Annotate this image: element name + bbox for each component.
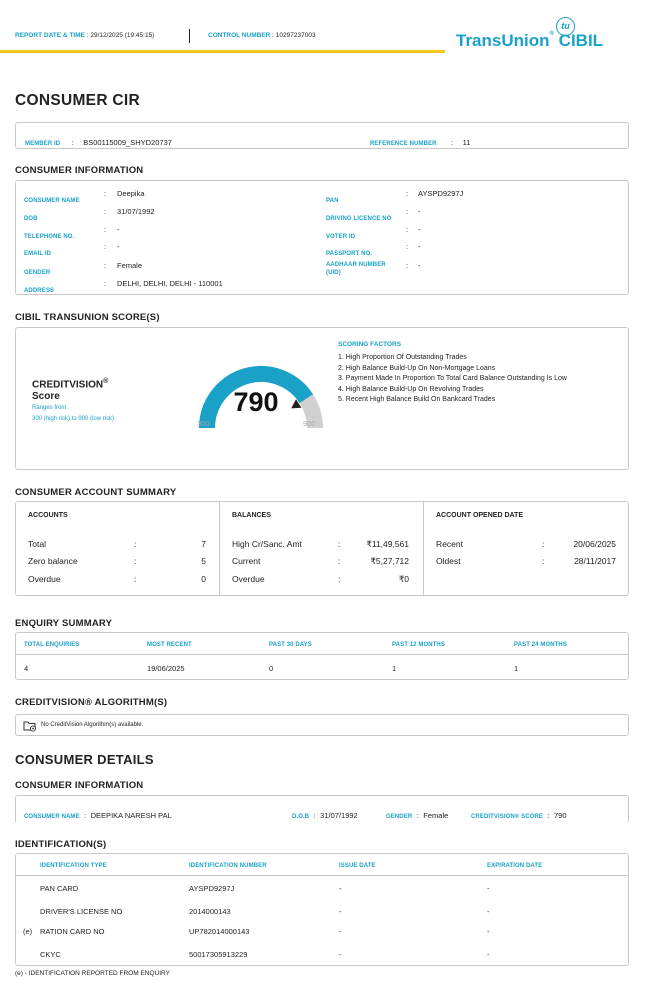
id-number: UP782014000143 — [189, 927, 250, 936]
consumer-details-box: CONSUMER NAME : DEEPIKA NARESH PAL D.O.B : 31/07/1992 GENDER : Female CREDITVISION® SCORE : 790 — [15, 795, 629, 822]
id-issue: - — [339, 950, 342, 959]
account-summary-heading: CONSUMER ACCOUNT SUMMARY — [15, 487, 177, 498]
scoring-factors-list — [338, 353, 567, 406]
control-number: CONTROL NUMBER : 10297237003 — [208, 32, 316, 39]
id-expiry: - — [487, 884, 490, 893]
details-score-label: CREDITVISION® SCORE — [471, 814, 543, 820]
scoring-factor: 5. Recent High Balance Build On Bankcard Trades — [338, 396, 496, 403]
details-name-label: CONSUMER NAME — [24, 814, 80, 820]
score-value: 790 — [233, 387, 279, 417]
id-number: 2014000143 — [189, 907, 231, 916]
table-row — [16, 927, 628, 939]
id-number: AYSPD9297J — [189, 884, 235, 893]
score-max-label: 900 — [303, 419, 316, 428]
header-divider — [189, 29, 190, 43]
accounts-title: ACCOUNTS — [28, 512, 68, 519]
id-expiry: - — [487, 907, 490, 916]
id-col-expiry: EXPIRATION DATE — [487, 863, 543, 869]
aadhaar-value: - — [418, 261, 421, 270]
accounts-total-value: 7 — [201, 539, 206, 549]
opened-oldest-value: 28/11/2017 — [574, 556, 616, 566]
page-title: CONSUMER CIR — [15, 92, 141, 109]
id-issue: - — [339, 907, 342, 916]
scoring-factor: 1. High Proportion Of Outstanding Trades — [338, 354, 467, 361]
id-type: DRIVER'S LICENSE NO — [40, 907, 123, 916]
identification-header-row — [16, 854, 628, 876]
member-box: MEMBER ID : BS00115009_SHYD20737 REFERENCE NUMBER : 11 — [15, 122, 629, 149]
enquiry-total-value: 4 — [24, 664, 29, 673]
address-label: ADDRESS — [24, 288, 55, 294]
voter-id-value: - — [418, 225, 421, 234]
id-type: PAN CARD — [40, 884, 79, 893]
header-yellow-rule — [0, 50, 445, 53]
balances-high-label: High Cr/Sanc. Amt — [232, 539, 302, 549]
identification-heading: IDENTIFICATION(S) — [15, 839, 107, 850]
scoring-factors-heading: SCORING FACTORS — [338, 341, 402, 348]
consumer-name-label: CONSUMER NAME — [24, 198, 80, 204]
control-number-label: CONTROL NUMBER — [208, 32, 271, 39]
account-summary-box — [15, 501, 629, 596]
id-col-number: IDENTIFICATION NUMBER — [189, 863, 267, 869]
email-value: - — [117, 242, 120, 251]
enquiry-30-value: 0 — [269, 664, 274, 673]
consumer-name-value: Deepika — [117, 189, 145, 198]
identification-table — [15, 853, 629, 966]
scoring-factor: 3. Payment Made In Proportion To Total Card Balance Outstanding Is Low — [338, 375, 567, 382]
dob-value: 31/07/1992 — [117, 207, 155, 216]
creditvision-sub: Score — [32, 391, 60, 403]
logo-transunion: TransUnion — [456, 31, 550, 50]
details-gender-label: GENDER — [386, 814, 413, 820]
enquiry-col-24m: PAST 24 MONTHS — [514, 642, 567, 648]
accounts-overdue-label: Overdue — [28, 574, 61, 584]
enquiry-col-recent: MOST RECENT — [147, 642, 192, 648]
opened-column: ACCOUNT OPENED DATE Recent : 20/06/2025 Oldest : 28/11/2017 — [436, 512, 616, 566]
details-name-value: DEEPIKA NARESH PAL — [90, 811, 172, 820]
folder-icon — [23, 719, 37, 732]
algorithm-message: No CreditVision Algorithm(s) available. — [41, 722, 144, 728]
accounts-column: ACCOUNTS Total : 7 Zero balance : 5 Overdue : 0 — [16, 502, 220, 595]
id-issue: - — [339, 927, 342, 936]
opened-oldest-label: Oldest — [436, 556, 461, 566]
enquiry-col-30: PAST 30 DAYS — [269, 642, 312, 648]
accounts-total-label: Total — [28, 539, 46, 549]
id-issue: - — [339, 884, 342, 893]
balances-column: BALANCES High Cr/Sanc. Amt : ₹11,49,561 Current : ₹5,27,712 Overdue : ₹0 — [220, 502, 424, 595]
id-type: CKYC — [40, 950, 61, 959]
driving-licence-label: DRIVING LICENCE NO — [326, 216, 392, 222]
enquiry-summary-box — [15, 632, 629, 680]
aadhaar-label-uid: (UID) — [326, 270, 341, 276]
id-expiry: - — [487, 950, 490, 959]
passport-value: - — [418, 242, 421, 251]
logo-cibil: CIBIL — [558, 31, 604, 50]
tu-badge: tu — [556, 17, 575, 36]
report-date: REPORT DATE & TIME : 29/12/2025 (19:45:15) — [15, 32, 155, 39]
range-text: 300 (high risk) to 900 (low risk) — [32, 416, 115, 422]
enquiry-summary-heading: ENQUIRY SUMMARY — [15, 618, 113, 629]
passport-label: PASSPORT NO. — [326, 251, 373, 257]
gender-label: GENDER — [24, 270, 51, 276]
id-type: RATION CARD NO — [40, 927, 105, 936]
id-col-issue: ISSUE DATE — [339, 863, 376, 869]
enquiry-recent-value: 19/06/2025 — [147, 664, 185, 673]
details-score-value: 790 — [554, 811, 567, 820]
enquiry-col-total: TOTAL ENQUIRIES — [24, 642, 80, 648]
details-dob-value: 31/07/1992 — [320, 811, 358, 820]
balances-overdue-label: Overdue — [232, 574, 265, 584]
identification-footnote: (e) - IDENTIFICATION REPORTED FROM ENQUIRY — [15, 970, 170, 977]
accounts-zero-value: 5 — [201, 556, 206, 566]
table-row — [16, 884, 628, 896]
score-heading: CIBIL TRANSUNION SCORE(S) — [15, 312, 160, 323]
enquiry-col-12m: PAST 12 MONTHS — [392, 642, 445, 648]
id-expiry: - — [487, 927, 490, 936]
control-number-value: 10297237003 — [275, 32, 316, 39]
balances-high-value: ₹11,49,561 — [366, 539, 409, 549]
score-min-label: 300 — [197, 419, 210, 428]
range-label: Ranges from: — [32, 405, 69, 411]
report-date-label: REPORT DATE & TIME — [15, 32, 85, 39]
id-col-type: IDENTIFICATION TYPE — [40, 863, 107, 869]
table-row — [16, 950, 628, 962]
telephone-label: TELEPHONE NO. — [24, 234, 75, 240]
report-date-value: 29/12/2025 (19:45:15) — [90, 32, 155, 39]
opened-recent-value: 20/06/2025 — [573, 539, 616, 549]
consumer-details-sub-heading: CONSUMER INFORMATION — [15, 780, 144, 791]
details-gender-value: Female — [423, 811, 449, 820]
scoring-factor: 4. High Balance Build-Up On Revolving Trades — [338, 385, 484, 393]
telephone-value: - — [117, 225, 120, 234]
reference-number-value: 11 — [462, 138, 471, 147]
pan-value: AYSPD9297J — [418, 189, 464, 198]
accounts-overdue-value: 0 — [201, 574, 206, 584]
consumer-details-heading: CONSUMER DETAILS — [15, 752, 154, 767]
member-id-value: BS00115009_SHYD20737 — [83, 138, 172, 147]
enquiry-12m-value: 1 — [392, 664, 397, 673]
score-box — [15, 327, 629, 470]
balances-title: BALANCES — [232, 512, 271, 519]
transunion-cibil-logo: tu TransUnion® CIBIL — [456, 17, 636, 53]
id-number: 50017305913229 — [189, 950, 248, 959]
balances-current-label: Current — [232, 556, 261, 566]
address-value: DELHI, DELHI, DELHI - 110001 — [117, 279, 223, 288]
table-row — [16, 907, 628, 919]
dob-label: DOB — [24, 216, 38, 222]
reference-number-label: REFERENCE NUMBER — [370, 141, 437, 147]
pan-label: PAN — [326, 198, 339, 204]
enquiry-header-row — [16, 633, 628, 655]
algorithm-heading: CREDITVISION® ALGORITHM(S) — [15, 697, 168, 708]
aadhaar-label: AADHAAR NUMBER — [326, 262, 386, 268]
consumer-info-heading: CONSUMER INFORMATION — [15, 165, 144, 176]
opened-title: ACCOUNT OPENED DATE — [436, 512, 523, 519]
accounts-zero-label: Zero balance — [28, 556, 78, 566]
opened-recent-label: Recent — [436, 539, 463, 549]
gender-value: Female — [117, 261, 143, 270]
driving-licence-value: - — [418, 207, 421, 216]
consumer-info-box: CONSUMER NAME : Deepika DOB : 31/07/1992 TELEPHONE NO. : - EMAIL ID : - GENDER : Female ADDRESS : DELHI, DELHI, DELHI - 110001 PAN : AYSPD9297J DRIVING LICENCE NO : - VOTER ID : - PASSPORT NO. : - AADHAAR NUMBER (UID) : - — [15, 180, 629, 295]
report-header — [0, 0, 650, 60]
balances-overdue-value: ₹0 — [398, 574, 409, 584]
creditvision-title: CREDITVISION® Score — [32, 378, 109, 403]
email-label: EMAIL ID — [24, 251, 52, 257]
balances-current-value: ₹5,27,712 — [370, 556, 409, 566]
details-dob-label: D.O.B — [292, 814, 310, 820]
enquiry-24m-value: 1 — [514, 664, 519, 673]
algorithm-box — [15, 714, 629, 736]
voter-id-label: VOTER ID — [326, 234, 356, 240]
id-flag: (e) — [23, 927, 33, 936]
scoring-factor: 2. High Balance Build-Up On Non-Mortgage Loans — [338, 364, 496, 372]
member-id-label: MEMBER ID — [25, 141, 61, 147]
